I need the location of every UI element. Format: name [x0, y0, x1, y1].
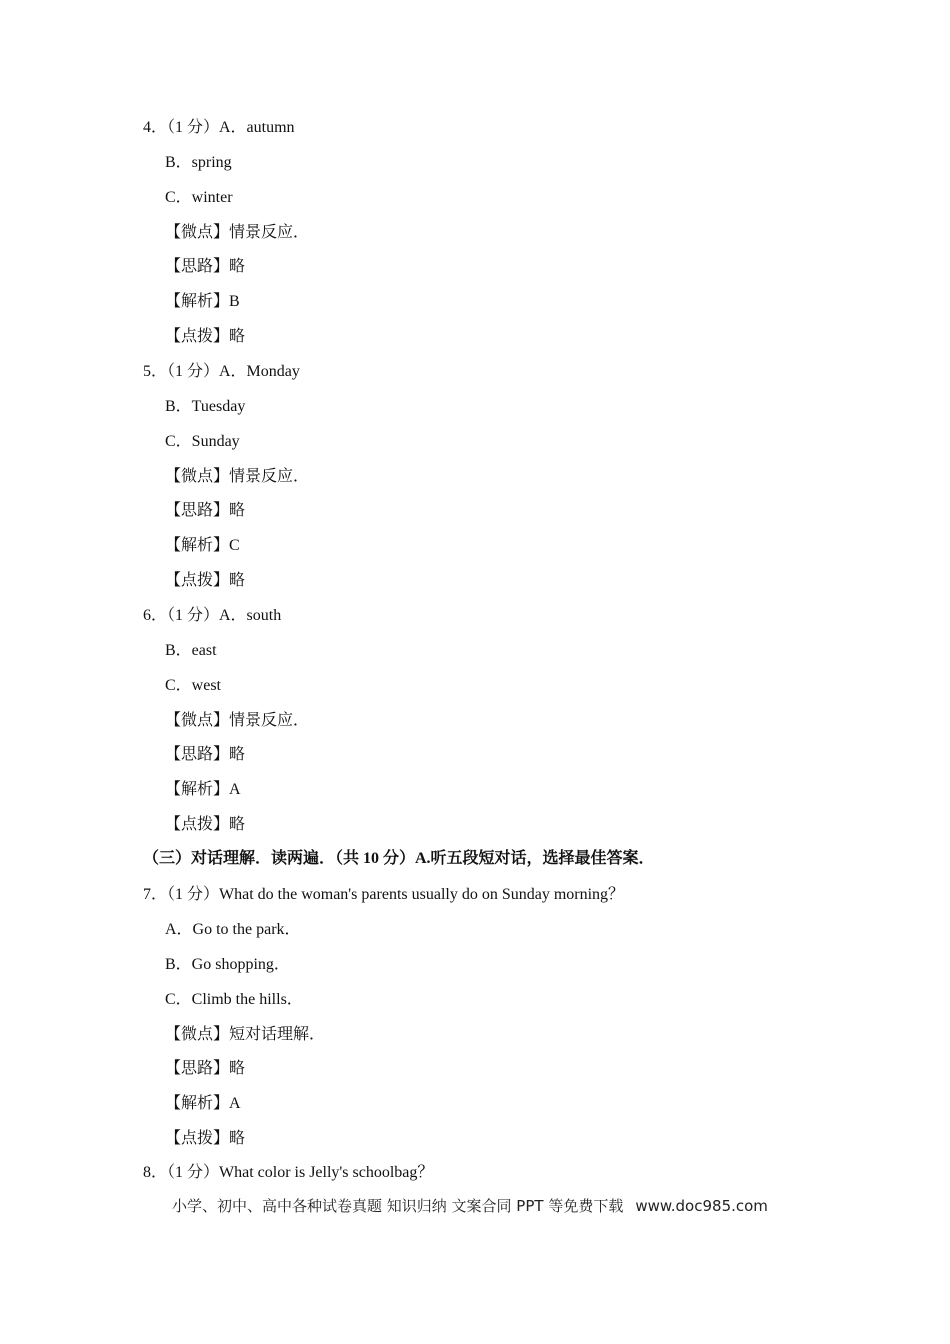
question-4-line: 4．（1 分）A．autumn — [143, 119, 295, 136]
hint-label: 【点拨】略 — [165, 572, 246, 589]
hint-label: 【点拨】略 — [165, 1130, 246, 1147]
option-a: A．Go to the park． — [165, 921, 301, 938]
section-heading: （三）对话理解．读两遍．（共 10 分）A.听五段短对话，选择最佳答案． — [143, 850, 655, 867]
option-b: B．Go shopping． — [165, 956, 290, 973]
idea-label: 【思路】略 — [165, 502, 246, 519]
idea-label: 【思路】略 — [165, 1060, 246, 1077]
option-c: C．west — [165, 677, 222, 694]
analysis-label: 【解析】A — [165, 1095, 241, 1112]
option-b: B．spring — [165, 154, 232, 171]
question-8-line: 8．（1 分）What color is Jelly's schoolbag？ — [143, 1164, 434, 1181]
option-c: C．winter — [165, 189, 233, 206]
point-label: 【微点】短对话理解． — [165, 1026, 326, 1043]
hint-label: 【点拨】略 — [165, 816, 246, 833]
analysis-label: 【解析】C — [165, 537, 240, 554]
footer-text: 小学、初中、高中各种试卷真题 知识归纳 文案合同 PPT 等免费下载 — [172, 1197, 624, 1215]
point-label: 【微点】情景反应． — [165, 468, 310, 485]
hint-label: 【点拨】略 — [165, 328, 246, 345]
analysis-label: 【解析】A — [165, 781, 241, 798]
option-b: B．Tuesday — [165, 398, 246, 415]
point-label: 【微点】情景反应． — [165, 712, 310, 729]
idea-label: 【思路】略 — [165, 258, 246, 275]
question-5-line: 5．（1 分）A．Monday — [143, 363, 300, 380]
page-footer — [172, 1196, 768, 1216]
idea-label: 【思路】略 — [165, 746, 246, 763]
question-6-line: 6．（1 分）A．south — [143, 607, 282, 624]
point-label: 【微点】情景反应． — [165, 224, 310, 241]
question-7-line: 7．（1 分）What do the woman's parents usually do on Sunday morning？ — [143, 886, 625, 903]
option-b: B．east — [165, 642, 217, 659]
option-c: C．Climb the hills． — [165, 991, 303, 1008]
analysis-label: 【解析】B — [165, 293, 240, 310]
footer-url[interactable]: www.doc985.com — [635, 1197, 768, 1215]
option-c: C．Sunday — [165, 433, 240, 450]
